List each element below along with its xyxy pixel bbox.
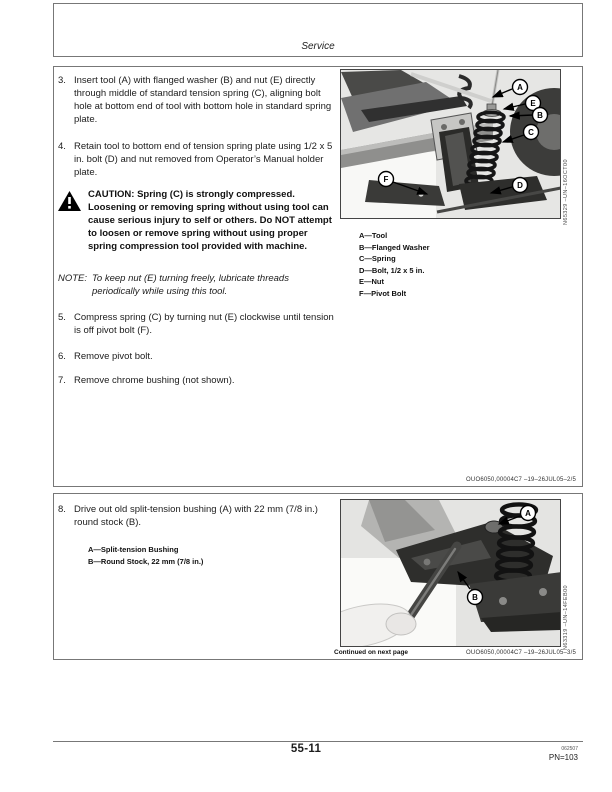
- warning-icon: [58, 188, 88, 253]
- figure-id-label: N65329 –UN–16OCT00: [563, 159, 569, 225]
- step-number: 4.: [58, 141, 66, 152]
- callout-b: B: [537, 111, 543, 120]
- page-title: Service: [301, 41, 335, 52]
- callout-a: A: [525, 509, 531, 518]
- note-block: [58, 272, 326, 298]
- step-5: [58, 311, 334, 337]
- step-text: Compress spring (C) by turning nut (E) clockwise until tension is off pivot bolt (F).: [74, 312, 334, 336]
- legend-item: D—Bolt, 1/2 x 5 in.: [359, 265, 425, 275]
- part-number: PN=103: [548, 753, 578, 762]
- legend-item: B—Flanged Washer: [359, 242, 430, 252]
- callout-b: B: [472, 593, 478, 602]
- callout-c: C: [528, 128, 534, 137]
- callout-a: A: [517, 83, 523, 92]
- step-7: [58, 374, 334, 387]
- step-number: 5.: [58, 312, 66, 323]
- print-codes: [549, 746, 578, 762]
- step-text: Remove pivot bolt.: [74, 351, 153, 362]
- step-number: 8.: [58, 504, 66, 515]
- footer-rule: [53, 741, 583, 742]
- note-label: NOTE:: [58, 273, 88, 284]
- continued-note: Continued on next page: [334, 649, 409, 656]
- step-number: 6.: [58, 351, 66, 362]
- step-number: 7.: [58, 375, 66, 386]
- legend-item: A—Split-tension Bushing: [88, 545, 179, 554]
- page-number: 55-11: [290, 743, 322, 755]
- legend-item: C—Spring: [359, 254, 396, 264]
- step-text: Retain tool to bottom end of tension spring plate using 1/2 x 5 in. bolt (D) and nut removed from Operator’s Manual holder plate.: [74, 141, 333, 178]
- header-box: [53, 3, 583, 57]
- figure-bushing-removal: [340, 499, 561, 647]
- step-3: [58, 74, 334, 126]
- legend-item: B—Round Stock, 22 mm (7/8 in.): [88, 556, 204, 566]
- step-text: Insert tool (A) with flanged washer (B) and nut (E) directly through middle of standard tension spring (C), aligning bolt hole at bottom end of tool with bottom hole in standard spring plate.: [74, 75, 332, 125]
- figure-id-label: N63319 –UN–14FEB00: [563, 585, 569, 650]
- legend-item: E—Nut: [359, 277, 384, 287]
- step-8: [58, 503, 334, 529]
- callout-e: E: [530, 99, 536, 108]
- section-2: [53, 493, 583, 660]
- figure-legend: [359, 230, 430, 300]
- callout-d: D: [517, 181, 523, 190]
- callout-f: F: [383, 175, 389, 184]
- step-number: 3.: [58, 75, 66, 86]
- date-code: 062507: [561, 746, 578, 752]
- figure-legend: [88, 544, 203, 567]
- reference-code: OUO6050,00004C7 –19–26JUL05–3/5: [466, 650, 576, 656]
- section-1: [53, 66, 583, 487]
- figure-spring-tool: [340, 69, 561, 219]
- caution-text: CAUTION: Spring (C) is strongly compressed. Loosening or removing spring without using tool can cause serious injury to self or others. Do NOT attempt to loosen or remove spring without using proper spring compression tool provided with machine.: [88, 189, 332, 252]
- step-4: [58, 140, 334, 179]
- step-text: Remove chrome bushing (not shown).: [74, 375, 235, 386]
- step-text: Drive out old split-tension bushing (A) with 22 mm (7/8 in.) round stock (B).: [74, 504, 318, 528]
- legend-item: F—Pivot Bolt: [359, 288, 407, 298]
- reference-code: OUO6050,00004C7 –19–26JUL05–2/5: [466, 477, 576, 483]
- caution-block: [58, 188, 334, 253]
- step-6: [58, 350, 334, 363]
- legend-item: A—Tool: [359, 231, 388, 240]
- note-text: To keep nut (E) turning freely, lubricate threads periodically while using this tool.: [92, 273, 289, 297]
